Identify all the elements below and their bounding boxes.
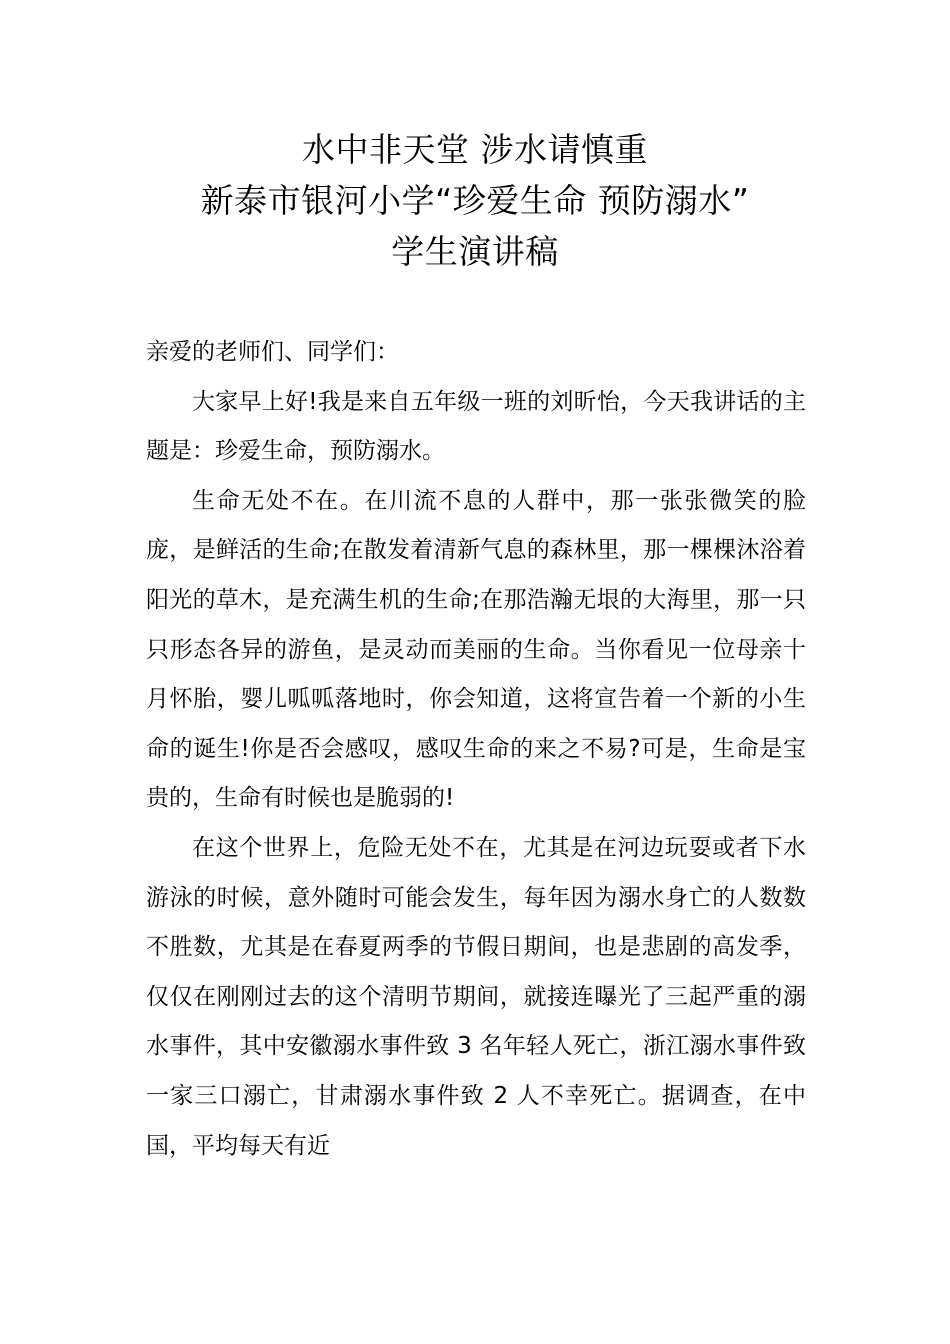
title-line-2: 新泰市银河小学“珍爱生命 预防溺水” <box>200 181 750 220</box>
document-title <box>0 124 950 277</box>
speech-body <box>146 328 806 1171</box>
paragraph-danger: 在这个世界上，危险无处不在，尤其是在河边玩耍或者下水游泳的时候，意外随时可能会发生，每年因为溺水身亡的人数数不胜数，尤其是在春夏两季的节假日期间，也是悲剧的高发季，仅仅在刚刚过去的这个清明节期间，就接连曝光了三起严重的溺水事件，其中安徽溺水事件致 3 名年轻人死亡，浙江溺水事件致一家三口溺亡，甘肃溺水事件致 2 人不幸死亡。据调查，在中国，平均每天有近 <box>146 834 806 1159</box>
title-line-3: 学生演讲稿 <box>391 232 559 271</box>
paragraph-life: 生命无处不在。在川流不息的人群中，那一张张微笑的脸庞，是鲜活的生命;在散发着清新气息的森林里，那一棵棵沐浴着阳光的草木，是充满生机的生命;在那浩瀚无垠的大海里，那一只只形态各异的游鱼，是灵动而美丽的生命。当你看见一位母亲十月怀胎，婴儿呱呱落地时，你会知道，这将宣告着一个新的小生命的诞生!你是否会感叹，感叹生命的来之不易?可是，生命是宝贵的，生命有时候也是脆弱的! <box>146 487 806 812</box>
title-line-1: 水中非天堂 涉水请慎重 <box>302 130 648 169</box>
salutation: 亲爱的老师们、同学们： <box>146 339 399 365</box>
paragraph-greeting: 大家早上好!我是来自五年级一班的刘昕怡，今天我讲话的主题是：珍爱生命，预防溺水。 <box>146 388 806 465</box>
